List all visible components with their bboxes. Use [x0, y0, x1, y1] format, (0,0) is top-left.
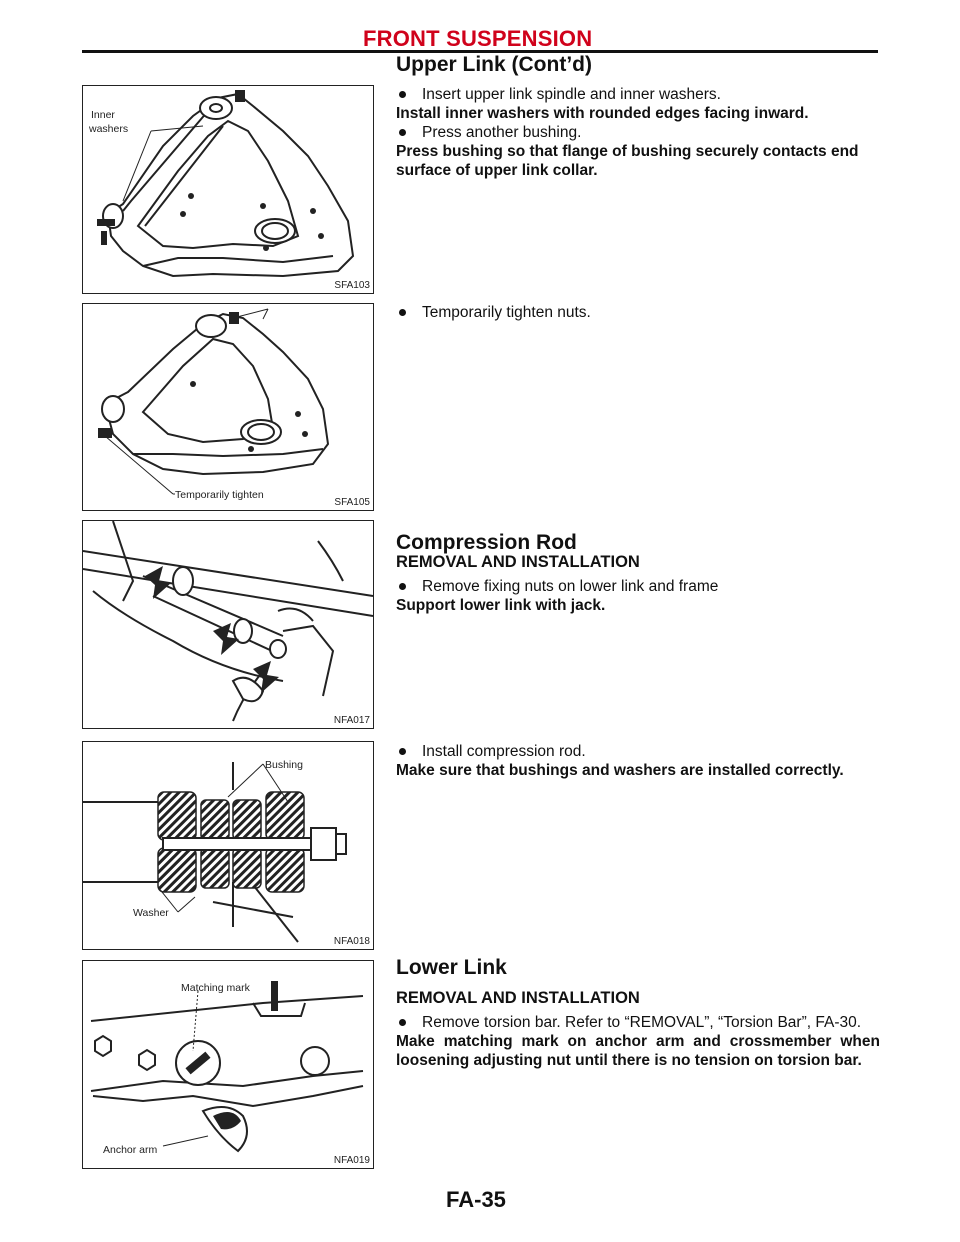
page-number: FA-35	[446, 1187, 506, 1212]
figure-label: Inner	[91, 109, 115, 121]
bullet-icon	[399, 309, 406, 316]
figure-sfa105	[82, 303, 374, 511]
bullet-icon	[399, 583, 406, 590]
instruction-block-4	[396, 742, 880, 780]
bullet-item: Press another bushing.	[396, 123, 880, 142]
caution-text: Support lower link with jack.	[396, 597, 606, 614]
page-title: Upper Link (Cont’d)	[396, 53, 592, 76]
figure-code: NFA018	[333, 936, 370, 947]
bullet-icon	[399, 91, 406, 98]
heading-lower-link: Lower Link	[396, 956, 507, 979]
instruction-block-3	[396, 577, 880, 615]
bullet-item: Insert upper link spindle and inner washers.	[396, 85, 880, 104]
heading-compression-rod: Compression Rod	[396, 531, 577, 554]
figure-code: SFA103	[334, 280, 370, 291]
instruction-block-1	[396, 85, 880, 180]
figure-label: Matching mark	[181, 982, 250, 994]
caution-text: Make sure that bushings and washers are installed correctly.	[396, 762, 844, 779]
section-title: FRONT SUSPENSION	[363, 26, 593, 51]
figure-label: Washer	[133, 907, 169, 919]
bullet-icon	[399, 748, 406, 755]
figure-nfa017	[82, 520, 374, 729]
bullet-item: Remove fixing nuts on lower link and frame	[396, 577, 880, 596]
bullet-icon	[399, 1019, 406, 1026]
figure-label: Anchor arm	[103, 1144, 158, 1156]
subheading-removal-installation: REMOVAL AND INSTALLATION	[396, 553, 640, 571]
lower-link-illustration	[83, 961, 375, 1170]
figure-label: Bushing	[265, 759, 303, 771]
caution-text: Press bushing so that flange of bushing securely contacts end surface of upper link collar.	[396, 143, 859, 179]
figure-nfa019	[82, 960, 374, 1169]
figure-code: SFA105	[334, 497, 370, 508]
bullet-item: Remove torsion bar. Refer to “REMOVAL”, “Torsion Bar”, FA-30.	[396, 1013, 880, 1032]
bullet-icon	[399, 129, 406, 136]
instruction-block-2	[396, 303, 880, 322]
upper-link-illustration	[83, 86, 375, 295]
figure-nfa018	[82, 741, 374, 950]
caution-text: Install inner washers with rounded edges facing inward.	[396, 105, 809, 122]
compression-rod-illustration	[83, 521, 375, 730]
figure-sfa103	[82, 85, 374, 294]
figure-code: NFA017	[333, 715, 370, 726]
caution-text: Make matching mark on anchor arm and crossmember when loosening adjusting nut until there is no tension on torsion bar.	[396, 1033, 880, 1069]
subheading-removal-installation: REMOVAL AND INSTALLATION	[396, 989, 640, 1007]
figure-label: washers	[89, 123, 129, 135]
bushing-section-illustration	[83, 742, 375, 951]
bullet-item: Install compression rod.	[396, 742, 880, 761]
upper-link-tighten-illustration	[83, 304, 375, 512]
bullet-item: Temporarily tighten nuts.	[396, 303, 880, 322]
figure-code: NFA019	[333, 1155, 370, 1166]
instruction-block-5	[396, 1013, 880, 1070]
figure-label: Temporarily tighten	[175, 489, 264, 501]
